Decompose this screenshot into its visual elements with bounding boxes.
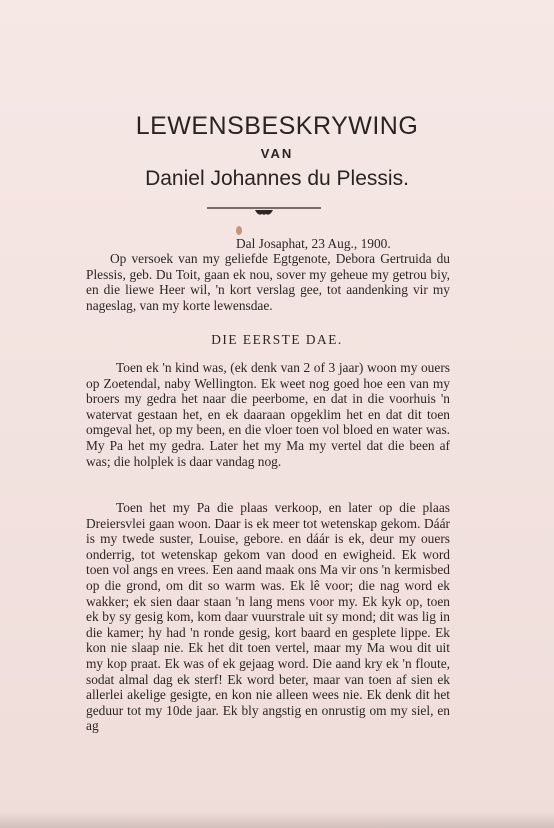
intro-paragraph: Op versoek van my geliefde Egtgenote, Debora Gertruida du Plessis, geb. Du Toit, gaan ek nou, sover my geheue my getrou biy, en die liewe Heer wil, 'n kort verslag gee, tot aandenking vir my nageslag, van my korte lewensdae. [86,251,450,313]
document-title: LEWENSBESKRYWING [135,112,419,140]
ink-stain [236,226,242,235]
subject-name: Daniel Johannes du Plessis. [145,167,409,190]
dateline: Dal Josaphat, 23 Aug., 1900. [236,236,391,251]
body-paragraph-2: Toen het my Pa die plaas verkoop, en later op die plaas Dreiersvlei gaan woon. Daar is ek meer tot wetenskap gekom. Dáár is my twede suster, Louise, gebore. en dáár is ek, deur my ouers onderrig, tot wetenskap gekom van dood en ewigheid. Ek word toen vol angs en vrees. Een aand maak ons Ma vir ons 'n kermisbed op die grond, om dit so warm was. Ek lê voor; die nag word ek wakker; ek sien daar staan 'n lang mens voor my. Ek kyk op, toen ek by sy gesig kom, kom daar vuurstrale uit sy mond; dit was lig in die kamer; hy had 'n ronde gesig, kort baard en gesplete lippe. Ek kon nie slaap nie. Ek het dit toen vertel, maar my Ma wou dit uit my kop praat. Ek was of ek gejaag word. Die aand kry ek 'n floute, sodat almal dag ek sterf! Ek word beter, maar van toen af sien ek allerlei akelige gesigte, en kon nie alleen wees nie. Ek denk dit het geduur tot my 10de jaar. Ek bly angstig en onrustig om my siel, en ag [86,500,450,734]
title-connector: VAN [260,146,294,161]
ornament-divider-icon [205,200,323,218]
body-paragraph-1: Toen ek 'n kind was, (ek denk van 2 of 3 jaar) woon my ouers op Zoetendal, naby Wellington. Ek weet nog goed hoe een van my broers my gedra het naar die peerbome, en dat in die voorhuis 'n watervat gestaan het, en ek daaraan opgeklim het en dat dit toen omgeval het, op my been, en die vloer toen vol bloed en water was. My Pa het my gedra. Later het my Ma my vertel dat die been af was; die holplek is daar vandag nog. [86,360,450,469]
section-heading: DIE EERSTE DAE. [211,332,343,347]
